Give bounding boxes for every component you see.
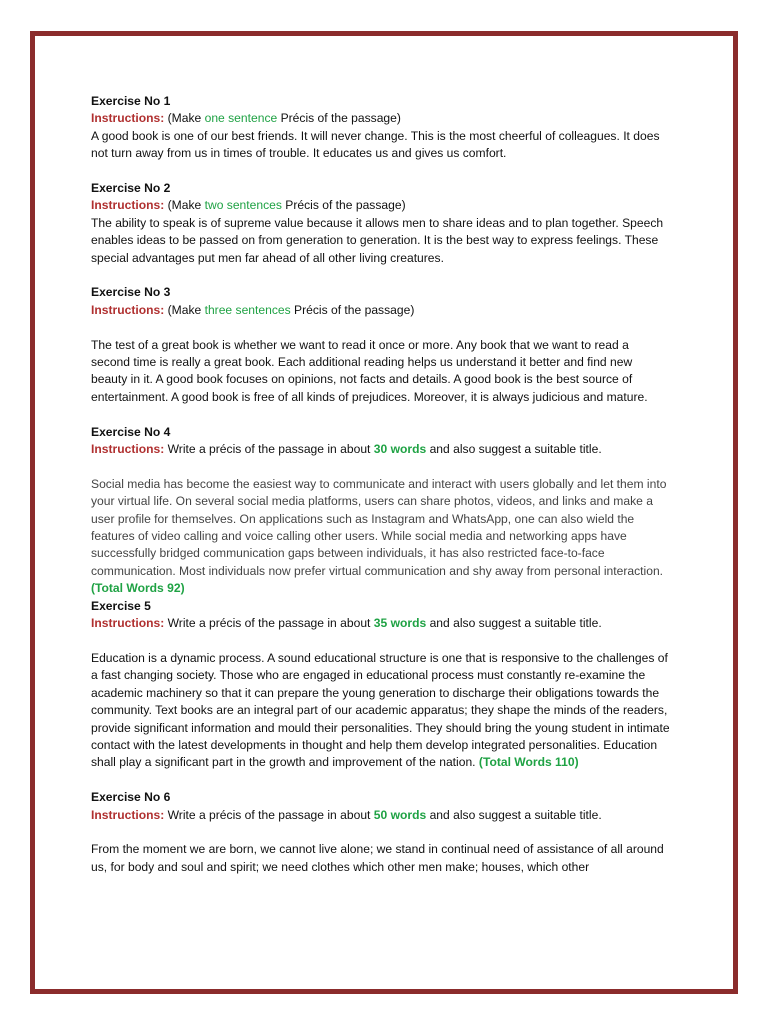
passage-text: A good book is one of our best friends. It will never change. This is the most cheerful of colleagues. It does not turn away from us in times of trouble. It educates us and gives us comfort. (91, 128, 660, 161)
document-body (91, 93, 671, 876)
exercise-4 (91, 424, 671, 598)
passage-paragraph (91, 476, 671, 598)
instructions-highlight: two sentences (204, 198, 282, 213)
instructions-highlight: 30 words (373, 442, 427, 457)
exercise-title: Exercise No 6 (91, 790, 171, 805)
instructions-pre: Write a précis of the passage in about (164, 616, 374, 631)
passage-text: Education is a dynamic process. A sound educational structure is one that is responsive to the challenges of a fast changing society. Those who are engaged in educational process must constantly re-examine the academic machinery so that it can prepare the young generation to discharge their obligations towards the community. Text books are an integral part of our academic apparatus; they shape the minds of the readers, provide significant information and mould their personalities. They should bring the young student in intimate contact with the latest developments in thought and help them develop integrated personalities. Education shall play a significant part in the growth and improvement of the nation. (91, 650, 670, 770)
passage-text: The test of a great book is whether we want to read it once or more. Any book that we want to read a second time is really a great book. Each additional reading helps us understand it better and find new beauty in it. A good book focuses on opinions, not facts and details. A good book is the best source of entertainment. A good book is free of all kinds of prejudices. Moreover, it is always judicious and mature. (91, 337, 648, 404)
exercise-title: Exercise No 4 (91, 424, 171, 439)
instructions-pre: (Make (167, 302, 205, 317)
exercise-5 (91, 598, 671, 772)
instructions-pre: (Make (167, 111, 205, 126)
exercise-3 (91, 284, 671, 406)
exercise-2 (91, 180, 671, 267)
instructions-line (91, 197, 671, 214)
passage-text: The ability to speak is of supreme value because it allows men to share ideas and to plan together. Speech enables ideas to be passed on from generation to generation. It is the best way to express feelings. These special advantages put men far ahead of all other living creatures. (91, 215, 664, 265)
exercise-title: Exercise 5 (91, 598, 151, 613)
instructions-post: Précis of the passage) (277, 111, 401, 126)
instructions-highlight: three sentences (204, 302, 291, 317)
instructions-line (91, 807, 671, 824)
instructions-line (91, 302, 671, 319)
exercise-1 (91, 93, 671, 163)
instructions-line (91, 441, 671, 458)
instructions-line (91, 110, 671, 127)
passage-paragraph (91, 650, 671, 772)
instructions-highlight: 50 words (373, 807, 427, 822)
instructions-label: Instructions: (91, 442, 165, 457)
instructions-label: Instructions: (91, 302, 165, 317)
exercise-title: Exercise No 3 (91, 285, 171, 300)
instructions-label: Instructions: (91, 616, 165, 631)
instructions-post: Précis of the passage) (290, 302, 415, 317)
instructions-pre: Write a précis of the passage in about (164, 807, 374, 822)
total-words: (Total Words 92) (91, 581, 185, 596)
instructions-pre: Write a précis of the passage in about (164, 442, 374, 457)
instructions-post: and also suggest a suitable title. (426, 807, 602, 822)
instructions-label: Instructions: (91, 198, 165, 213)
instructions-line (91, 615, 671, 632)
passage-text: Social media has become the easiest way to communicate and interact with users globally and let them into your virtual life. On several social media platforms, users can share photos, videos, and links and make a user profile for themselves. On applications such as Instagram and WhatsApp, one can also wield the features of video calling and voice calling other users. While social media and networking apps have successfully bridged communication gaps between individuals, it has also restricted face-to-face communication. Most individuals now prefer virtual communication and shy away from personal interaction. (91, 476, 667, 578)
instructions-post: and also suggest a suitable title. (426, 442, 602, 457)
instructions-post: Précis of the passage) (281, 198, 406, 213)
instructions-highlight: one sentence (204, 111, 278, 126)
instructions-label: Instructions: (91, 111, 165, 126)
exercise-title: Exercise No 1 (91, 94, 171, 108)
instructions-pre: (Make (167, 198, 205, 213)
instructions-highlight: 35 words (373, 616, 427, 631)
exercise-6 (91, 789, 671, 876)
total-words: (Total Words 110) (478, 755, 579, 770)
instructions-post: and also suggest a suitable title. (426, 616, 602, 631)
passage-text: From the moment we are born, we cannot live alone; we stand in continual need of assistance of all around us, for body and soul and spirit; we need clothes which other men make; houses, which other (91, 842, 664, 874)
exercise-title: Exercise No 2 (91, 181, 171, 196)
instructions-label: Instructions: (91, 807, 165, 822)
